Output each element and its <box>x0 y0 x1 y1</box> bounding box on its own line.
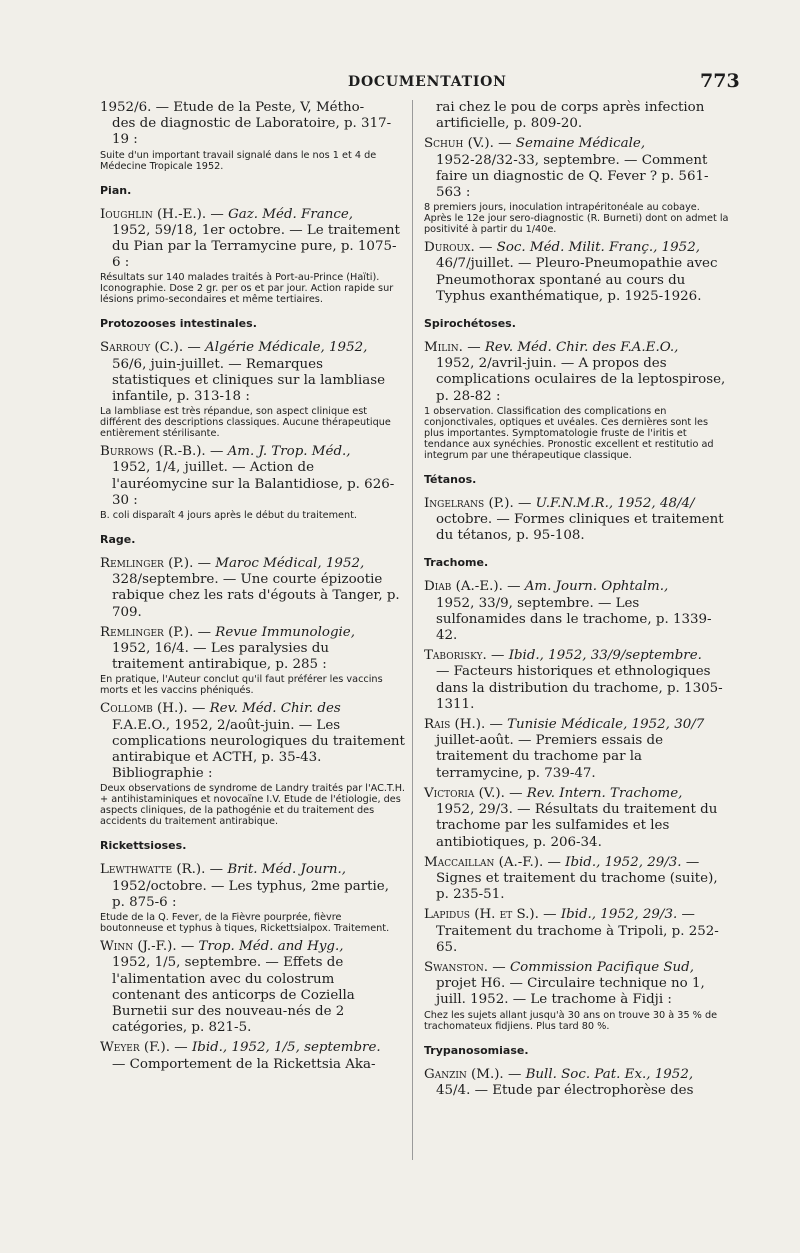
entry-summary: La lambliase est très répandue, son aspect clinique est différent des descriptions classiques. Aucune thérapeutique entièrement stérilisante. <box>100 406 391 440</box>
bibliography-entry: Schuh (V.). — Semaine Médicale, 1952-28/32-33, septembre. — Comment faire un diagnostic de Q. Fever ? p. 561-563 : 8 premiers jours, inoculation intrapéritonéale au cobaye. Après le 12e jour sero-diagnostic (R. Burneti) dont on admet la positivité à partir du 1/40e. <box>424 136 729 236</box>
entry-author: Collomb (H.). <box>100 701 188 717</box>
section-heading-pian: Pian. <box>100 183 132 197</box>
entry-publication: Tunisie Médicale, 1952, 30/7 <box>507 717 705 733</box>
entry-publication: Ibid., 1952, 29/3. — <box>565 854 700 870</box>
bibliography-entry: Lewthwatte (R.). — Brit. Méd. Journ., 1952/octobre. — Les typhus, 2me partie, p. 875-6 : Etude de la Q. Fever, de la Fièvre pourprée, fièvre boutonneuse et typhus à tiques, Rickettsialpox. Traitement. <box>100 862 405 934</box>
entry-publication: Semaine Médicale, <box>515 136 646 152</box>
entry-text: 56/6, juin-juillet. — Remarques statistiques et cliniques sur la lambliase infantile, p. 313-18 : <box>112 356 386 405</box>
bibliography-entry: Victoria (V.). — Rev. Intern. Trachome, 1952, 29/3. — Résultats du traitement du trachome par les sulfamides et les antibiotiques, p. 206-34. <box>424 786 729 851</box>
entry-summary: En pratique, l'Auteur conclut qu'il faut préférer les vaccins morts et les vaccins phéniqués. <box>100 674 383 697</box>
entry-summary: Suite d'un important travail signalé dans le nos 1 et 4 de Médecine Tropicale 1952. <box>100 149 377 172</box>
bibliography-entry: Rais (H.). — Tunisie Médicale, 1952, 30/7 juillet-août. — Premiers essais de traitement du trachome par la terramycine, p. 739-47. <box>424 717 729 782</box>
entry-summary: Etude de la Q. Fever, de la Fièvre pourprée, fièvre boutonneuse et typhus à tiques, Rickettsialpox. Traitement. <box>100 912 390 935</box>
bibliography-entry: Lapidus (H. et S.). — Ibid., 1952, 29/3. — Traitement du trachome à Tripoli, p. 252-65. <box>424 907 729 956</box>
entry-author: Remlinger (P.). <box>100 624 194 640</box>
right-column <box>424 100 729 1103</box>
entry-continuation <box>100 100 405 172</box>
section-heading-trypanosomiase: Trypanosomiase. <box>424 1043 529 1057</box>
entry-author: Lapidus (H. et S.). <box>424 907 539 923</box>
bibliography-entry: Swanston. — Commission Pacifique Sud, projet H6. — Circulaire technique no 1, juill. 1952. — Le trachome à Fidji : Chez les sujets allant jusqu'à 30 ans on trouve 30 à 35 % de trachomateux fidjiens. Plus tard 80 %. <box>424 960 729 1032</box>
bibliography-entry: Diab (A.-E.). — Am. Journ. Ophtalm., 1952, 33/9, septembre. — Les sulfonamides dans le trachome, p. 1339-42. <box>424 579 729 644</box>
entry-publication: Ibid., 1952, 1/5, septembre. <box>191 1040 381 1056</box>
entry-summary: Deux observations de syndrome de Landry traités par l'AC.T.H. + antihistaminiques et novocaïne I.V. Etude de l'étiologie, des aspects cliniques, de la pathogénie et du traitement des accidents du traitement antirabique. <box>100 783 405 828</box>
entry-summary: Résultats sur 140 malades traités à Port-au-Prince (Haïti). Iconographie. Dose 2 gr. per os et par jour. Action rapide sur lésions primo-secondaires et même tertiaires. <box>100 272 394 306</box>
entry-publication: Algérie Médicale, 1952, <box>205 340 368 356</box>
entry-author: Burrows (R.-B.). <box>100 444 206 460</box>
entry-author: Rais (H.). <box>424 717 486 733</box>
entry-text: projet H6. — Circulaire technique no 1, juill. 1952. — Le trachome à Fidji : <box>436 976 705 1008</box>
entry-author: Remlinger (P.). <box>100 556 194 572</box>
entry-text: Traitement du trachome à Tripoli, p. 252-65. <box>436 923 719 955</box>
entry-text: — Facteurs historiques et ethnologiques dans la distribution du trachome, p. 1305-1311. <box>436 664 723 712</box>
bibliography-entry: Ingelrans (P.). — U.F.N.M.R., 1952, 48/4/ octobre. — Formes cliniques et traitement du tétanos, p. 95-108. <box>424 496 729 545</box>
entry-publication: Soc. Méd. Milit. Franç., 1952, <box>496 240 700 256</box>
entry-text: 45/4. — Etude par électrophorèse des <box>436 1082 694 1098</box>
entry-publication: Rev. Méd. Chir. des <box>209 701 341 717</box>
entry-text: 1952, 16/4. — Les paralysies du traitement antirabique, p. 285 : <box>112 641 329 673</box>
entry-text: rai chez le pou de corps après infection artificielle, p. 809-20. <box>436 100 705 132</box>
bibliography-entry: Milin. — Rev. Méd. Chir. des F.A.E.O., 1952, 2/avril-juin. — A propos des complications oculaires de la leptospirose, p. 28-82 : 1 observation. Classification des complications en conjonctivales, optiques et uvéales. Ces dernières sont les plus importantes. Symptomatologie fruste de l'iritis et tendance aux synéchies. Pronostic excellent et restitutio ad integrum par une thérapeutique classique. <box>424 340 729 461</box>
entry-publication: Ibid., 1952, 29/3. — <box>560 907 695 923</box>
section-heading-rage: Rage. <box>100 533 136 547</box>
entry-author: Ingelrans (P.). <box>424 495 514 511</box>
entry-text: 1952, 29/3. — Résultats du traitement du trachome par les sulfamides et les antibiotiques, p. 206-34. <box>436 802 718 850</box>
bibliography-entry: Ganzin (M.). — Bull. Soc. Pat. Ex., 1952, 45/4. — Etude par électrophorèse des <box>424 1067 729 1099</box>
section-heading-rickettsioses: Rickettsioses. <box>100 839 187 853</box>
entry-publication: Rev. Méd. Chir. des F.A.E.O., <box>484 340 679 356</box>
section-heading-trachome: Trachome. <box>424 556 489 570</box>
entry-publication: Commission Pacifique Sud, <box>509 959 694 975</box>
entry-text: 1952/octobre. — Les typhus, 2me partie, p. 875-6 : <box>112 878 389 910</box>
entry-text: 1952, 2/avril-juin. — A propos des complications oculaires de la leptospirose, p. 28-82 : <box>436 356 726 404</box>
entry-publication: Am. Journ. Ophtalm., <box>524 579 669 595</box>
entry-publication: Gaz. Méd. France, <box>228 206 354 222</box>
running-head: DOCUMENTATION <box>348 74 507 90</box>
bibliography-entry: Remlinger (P.). — Maroc Médical, 1952, 328/septembre. — Une courte épizootie rabique chez les rats d'égouts à Tanger, p. 709. <box>100 556 405 621</box>
entry-continuation <box>424 100 729 132</box>
entry-author: Milin. <box>424 340 463 356</box>
entry-text: 1952-28/32-33, septembre. — Comment faire un diagnostic de Q. Fever ? p. 561-563 : <box>436 152 709 201</box>
entry-text: 1952, 33/9, septembre. — Les sulfonamides dans le trachome, p. 1339-42. <box>436 595 712 644</box>
page-header <box>0 72 800 96</box>
entry-author: Sarrouy (C.). <box>100 340 184 356</box>
entry-text: — Comportement de la Rickettsia Aka- <box>112 1056 376 1072</box>
section-heading-spirochetoses: Spirochétoses. <box>424 317 516 331</box>
entry-publication: Rev. Intern. Trachome, <box>526 785 683 801</box>
entry-author: Schuh (V.). <box>424 136 494 152</box>
entry-author: Maccaillan (A.-F.). <box>424 854 544 870</box>
entry-publication: U.F.N.M.R., 1952, 48/4/ <box>535 495 695 511</box>
section-heading-protozooses: Protozooses intestinales. <box>100 317 257 331</box>
entry-text: 1952, 59/18, 1er octobre. — Le traitement du Pian par la Terramycine pure, p. 1075-6 : <box>112 222 400 271</box>
bibliography-entry: Ioughlin (H.-E.). — Gaz. Méd. France, 1952, 59/18, 1er octobre. — Le traitement du Pian par la Terramycine pure, p. 1075-6 : Résultats sur 140 malades traités à Port-au-Prince (Haïti). Iconographie. Dose 2 gr. per os et par jour. Action rapide sur lésions primo-secondaires et même tertiaires. <box>100 207 405 306</box>
entry-publication: Revue Immunologie, <box>215 624 355 640</box>
bibliography-entry: Sarrouy (C.). — Algérie Médicale, 1952, 56/6, juin-juillet. — Remarques statistiques et cliniques sur la lambliase infantile, p. 313-18 : La lambliase est très répandue, son aspect clinique est différent des descriptions classiques. Aucune thérapeutique entièrement stérilisante. <box>100 340 405 439</box>
entry-author: Ganzin (M.). <box>424 1066 504 1082</box>
entry-author: Lewthwatte (R.). <box>100 862 206 878</box>
entry-author: Diab (A.-E.). <box>424 579 503 595</box>
bibliography-entry: Maccaillan (A.-F.). — Ibid., 1952, 29/3. — Signes et traitement du trachome (suite), p. 235-51. <box>424 855 729 904</box>
entry-summary: Chez les sujets allant jusqu'à 30 ans on trouve 30 à 35 % de trachomateux fidjiens. Plus tard 80 %. <box>424 1009 718 1032</box>
entry-text: juillet-août. — Premiers essais de traitement du trachome par la terramycine, p. 739-47. <box>436 733 663 781</box>
entry-text: 1952, 1/4, juillet. — Action de l'auréomycine sur la Balantidiose, p. 626-30 : <box>112 460 395 508</box>
bibliography-entry: Duroux. — Soc. Méd. Milit. Franç., 1952, 46/7/juillet. — Pleuro-Pneumopathie avec Pneumothorax spontané au cours du Typhus exanthématique, p. 1925-1926. <box>424 240 729 305</box>
entry-publication: Ibid., 1952, 33/9/septembre. <box>508 648 702 664</box>
bibliography-entry: Remlinger (P.). — Revue Immunologie, 1952, 16/4. — Les paralysies du traitement antirabique, p. 285 : En pratique, l'Auteur conclut qu'il faut préférer les vaccins morts et les vaccins phéniqués. <box>100 625 405 697</box>
column-divider <box>412 100 413 1160</box>
entry-text: 1952/6. — Etude de la Peste, V, Métho- <box>100 100 365 115</box>
bibliography-entry: Taborisky. — Ibid., 1952, 33/9/septembre. — Facteurs historiques et ethnologiques dans la distribution du trachome, p. 1305-1311. <box>424 648 729 713</box>
entry-text: octobre. — Formes cliniques et traitement du tétanos, p. 95-108. <box>436 512 724 544</box>
entry-publication: Maroc Médical, 1952, <box>215 556 365 572</box>
entry-summary: 1 observation. Classification des complications en conjonctivales, optiques et uvéales. Ces dernières sont les plus importantes. Symptomatologie fruste de l'iritis et tendance aux synéchies. Pronostic excellent et restitutio ad integrum par une thérapeutique classique. <box>424 405 714 461</box>
entry-summary: B. coli disparaît 4 jours après le début du traitement. <box>100 510 357 522</box>
entry-text: des de diagnostic de Laboratoire, p. 317-19 : <box>112 116 392 148</box>
entry-author: Winn (J.-F.). <box>100 939 177 955</box>
section-heading-tetanos: Tétanos. <box>424 472 477 486</box>
entry-author: Taborisky. <box>424 648 487 664</box>
entry-publication: Bull. Soc. Pat. Ex., 1952, <box>525 1066 694 1082</box>
bibliography-entry: Weyer (F.). — Ibid., 1952, 1/5, septembre. — Comportement de la Rickettsia Aka- <box>100 1040 405 1072</box>
page-number: 773 <box>700 70 740 92</box>
bibliography-entry: Winn (J.-F.). — Trop. Méd. and Hyg., 1952, 1/5, septembre. — Effets de l'alimentation avec du colostrum contenant des anticorps de Coziella Burnetii sur des nouveau-nés de 2 catégories, p. 821-5. <box>100 939 405 1036</box>
bibliography-entry: Collomb (H.). — Rev. Méd. Chir. des F.A.E.O., 1952, 2/août-juin. — Les complications neurologiques du traitement antirabique et ACTH, p. 35-43. Bibliographie : Deux observations de syndrome de Landry traités par l'AC.T.H. + antihistaminiques et novocaïne I.V. Etude de l'étiologie, des aspects cliniques, de la pathogénie et du traitement des accidents du traitement antirabique. <box>100 701 405 828</box>
entry-text: 1952, 1/5, septembre. — Effets de l'alimentation avec du colostrum contenant des anticorps de Coziella Burnetii sur des nouveau-nés de 2 catégories, p. 821-5. <box>112 955 355 1036</box>
entry-author: Victoria (V.). <box>424 785 505 801</box>
left-column <box>100 100 405 1077</box>
entry-text: F.A.E.O., 1952, 2/août-juin. — Les complications neurologiques du traitement antirabique et ACTH, p. 35-43. Bibliographie : <box>112 717 405 782</box>
entry-author: Weyer (F.). <box>100 1040 171 1056</box>
entry-text: Signes et traitement du trachome (suite), p. 235-51. <box>436 870 718 903</box>
entry-publication: Trop. Méd. and Hyg., <box>198 939 344 955</box>
entry-author: Duroux. <box>424 240 475 256</box>
entry-summary: 8 premiers jours, inoculation intrapéritonéale au cobaye. Après le 12e jour sero-diagnostic (R. Burneti) dont on admet la positivité à partir du 1/40e. <box>424 202 729 236</box>
entry-publication: Am. J. Trop. Méd., <box>227 444 351 460</box>
entry-author: Ioughlin (H.-E.). <box>100 206 207 222</box>
entry-text: 328/septembre. — Une courte épizootie rabique chez les rats d'égouts à Tanger, p. 709. <box>112 572 400 620</box>
bibliography-entry: Burrows (R.-B.). — Am. J. Trop. Méd., 1952, 1/4, juillet. — Action de l'auréomycine sur la Balantidiose, p. 626-30 : B. coli disparaît 4 jours après le début du traitement. <box>100 444 405 521</box>
entry-publication: Brit. Méd. Journ., <box>227 862 347 878</box>
entry-author: Swanston. <box>424 959 489 975</box>
entry-text: 46/7/juillet. — Pleuro-Pneumopathie avec Pneumothorax spontané au cours du Typhus exanthématique, p. 1925-1926. <box>436 256 718 304</box>
